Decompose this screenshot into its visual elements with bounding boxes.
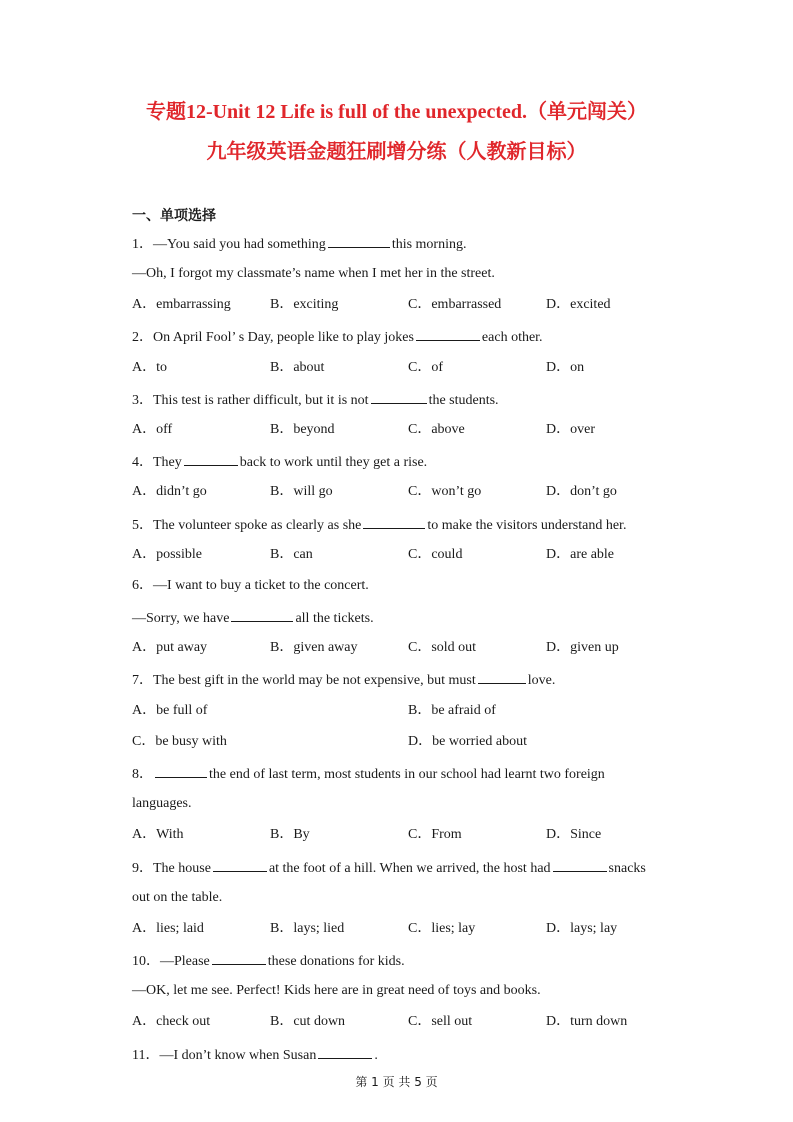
option-b: B．be afraid of bbox=[408, 703, 496, 718]
question-9-stem bbox=[132, 858, 646, 878]
question-10-reply: —OK, let me see. Perfect! Kids here are in great need of toys and books. bbox=[132, 983, 541, 998]
option-d: D．on bbox=[546, 360, 585, 375]
option-c: C．sold out bbox=[408, 640, 477, 655]
option-a: A．lies; laid bbox=[132, 921, 204, 936]
option-c: C．above bbox=[408, 422, 465, 437]
option-c: C．be busy with bbox=[132, 734, 227, 749]
section-heading: 一、单项选择 bbox=[132, 208, 216, 224]
option-d: D．given up bbox=[546, 640, 619, 655]
question-8-continued: languages. bbox=[132, 796, 192, 811]
question-1-reply: —Oh, I forgot my classmate’s name when I met her in the street. bbox=[132, 266, 495, 281]
option-b: B．lays; lied bbox=[270, 921, 345, 936]
option-c: C．embarrassed bbox=[408, 297, 502, 312]
option-c: C．could bbox=[408, 547, 463, 562]
option-b: B．cut down bbox=[270, 1014, 346, 1029]
answer-blank bbox=[363, 515, 425, 529]
question-text: 11．—I don’t know when Susan bbox=[132, 1048, 317, 1063]
answer-blank bbox=[155, 764, 207, 778]
option-c: C．of bbox=[408, 360, 443, 375]
question-text: the end of last term, most students in our school had learnt two foreign bbox=[209, 767, 605, 782]
option-a: A．embarrassing bbox=[132, 297, 231, 312]
option-d: D．lays; lay bbox=[546, 921, 618, 936]
question-text: snacks bbox=[608, 861, 646, 876]
option-d: D．are able bbox=[546, 547, 615, 562]
answer-blank bbox=[328, 234, 390, 248]
question-text: each other. bbox=[481, 330, 543, 345]
answer-blank bbox=[478, 670, 526, 684]
question-text: this morning. bbox=[391, 237, 467, 252]
question-text: the students. bbox=[428, 393, 499, 408]
question-text: 7．The best gift in the world may be not expensive, but must bbox=[132, 673, 476, 688]
option-a: A．didn’t go bbox=[132, 484, 207, 499]
option-b: B．beyond bbox=[270, 422, 335, 437]
question-text: 1．—You said you had something bbox=[132, 237, 326, 252]
question-text: 4．They bbox=[132, 455, 182, 470]
answer-blank bbox=[212, 951, 266, 965]
page-number: 第 1 页 共 5 页 bbox=[355, 1075, 438, 1089]
question-text: love. bbox=[527, 673, 556, 688]
question-8-stem bbox=[132, 764, 605, 784]
document-title-line-2: 九年级英语金题狂刷增分练（人教新目标） bbox=[206, 141, 587, 163]
question-text: all the tickets. bbox=[295, 611, 374, 626]
answer-blank bbox=[213, 858, 267, 872]
question-2-stem bbox=[132, 327, 543, 347]
option-b: B．about bbox=[270, 360, 325, 375]
question-6-stem: 6．—I want to buy a ticket to the concert. bbox=[132, 578, 369, 593]
option-d: D．Since bbox=[546, 827, 602, 842]
option-d: D．over bbox=[546, 422, 595, 437]
question-text: 3．This test is rather difficult, but it is not bbox=[132, 393, 369, 408]
question-text: —Sorry, we have bbox=[132, 611, 230, 626]
answer-blank bbox=[371, 390, 427, 404]
question-text: 5．The volunteer spoke as clearly as she bbox=[132, 518, 362, 533]
question-3-stem bbox=[132, 390, 499, 410]
option-d: D．excited bbox=[546, 297, 611, 312]
document-title-line-1: 专题12-Unit 12 Life is full of the unexpected.（单元闯关） bbox=[145, 101, 648, 123]
option-a: A．be full of bbox=[132, 703, 208, 718]
answer-blank bbox=[184, 452, 238, 466]
option-b: B．given away bbox=[270, 640, 358, 655]
question-4-stem bbox=[132, 452, 427, 472]
question-text: at the foot of a hill. When we arrived, the host had bbox=[268, 861, 551, 876]
question-1-stem bbox=[132, 234, 466, 254]
question-text: 10．—Please bbox=[132, 954, 210, 969]
question-text: back to work until they get a rise. bbox=[239, 455, 428, 470]
option-b: B．By bbox=[270, 827, 310, 842]
answer-blank bbox=[318, 1045, 372, 1059]
answer-blank bbox=[231, 608, 293, 622]
question-text: to make the visitors understand her. bbox=[427, 518, 627, 533]
option-b: B．exciting bbox=[270, 297, 339, 312]
option-c: C．From bbox=[408, 827, 462, 842]
question-text: . bbox=[374, 1048, 378, 1063]
question-11-stem bbox=[132, 1045, 378, 1065]
option-a: A．to bbox=[132, 360, 167, 375]
option-a: A．possible bbox=[132, 547, 202, 562]
question-10-stem bbox=[132, 951, 405, 971]
question-9-continued: out on the table. bbox=[132, 890, 223, 905]
option-d: D．don’t go bbox=[546, 484, 617, 499]
option-a: A．With bbox=[132, 827, 184, 842]
question-7-stem bbox=[132, 670, 555, 690]
option-d: D．turn down bbox=[546, 1014, 628, 1029]
answer-blank bbox=[553, 858, 607, 872]
question-text: 8． bbox=[132, 767, 153, 782]
option-b: B．will go bbox=[270, 484, 333, 499]
question-5-stem bbox=[132, 515, 626, 535]
answer-blank bbox=[416, 327, 480, 341]
option-a: A．off bbox=[132, 422, 173, 437]
question-text: 2．On April Fool’ s Day, people like to play jokes bbox=[132, 330, 414, 345]
option-d: D．be worried about bbox=[408, 734, 527, 749]
question-text: 9．The house bbox=[132, 861, 211, 876]
option-c: C．won’t go bbox=[408, 484, 482, 499]
option-c: C．sell out bbox=[408, 1014, 473, 1029]
option-a: A．check out bbox=[132, 1014, 211, 1029]
question-text: these donations for kids. bbox=[267, 954, 405, 969]
question-6-reply bbox=[132, 608, 374, 628]
option-a: A．put away bbox=[132, 640, 208, 655]
option-c: C．lies; lay bbox=[408, 921, 476, 936]
option-b: B．can bbox=[270, 547, 313, 562]
